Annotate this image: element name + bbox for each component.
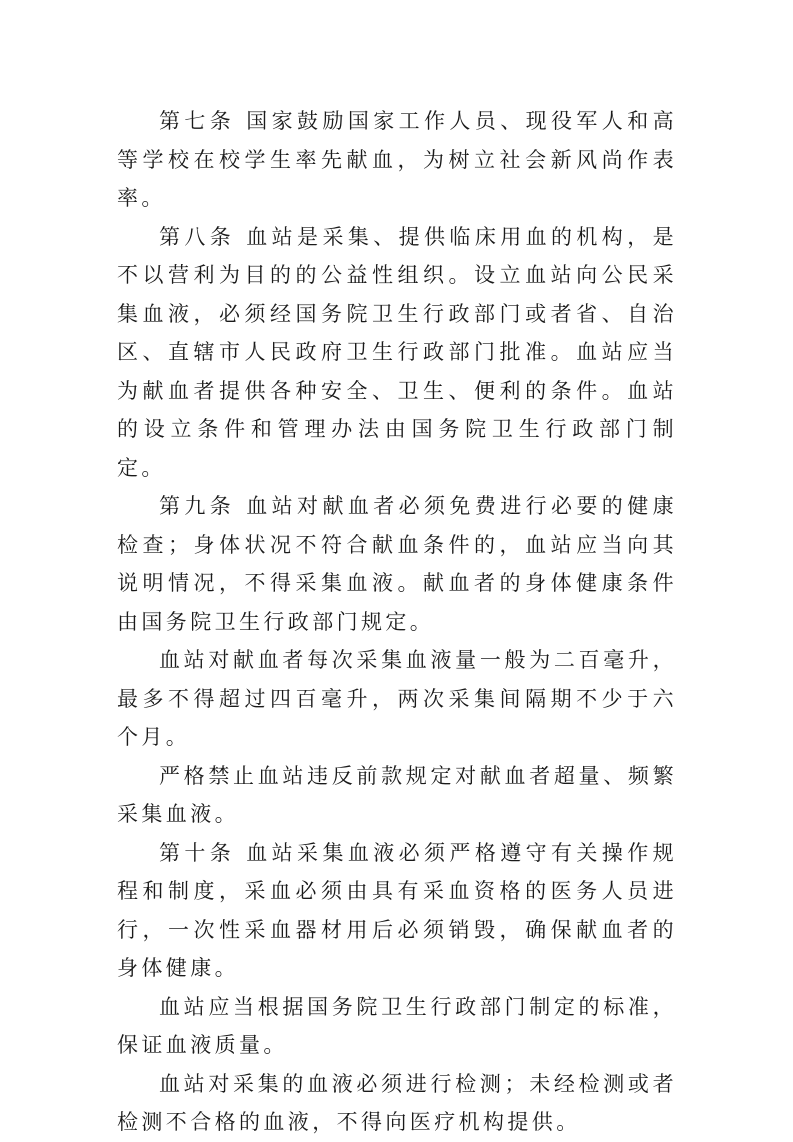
paragraph-article-10-quality: 血站应当根据国务院卫生行政部门制定的标准，保证血液质量。	[117, 994, 677, 1057]
paragraph-article-9-prohibition: 严格禁止血站违反前款规定对献血者超量、频繁采集血液。	[117, 763, 677, 826]
paragraph-article-9-volume: 血站对献血者每次采集血液量一般为二百毫升，最多不得超过四百毫升，两次采集间隔期不少于六个月。	[117, 648, 677, 749]
document-body	[117, 102, 677, 1142]
paragraph-article-9: 第九条 血站对献血者必须免费进行必要的健康检查；身体状况不符合献血条件的，血站应当向其说明情况，不得采集血液。献血者的身体健康条件由国务院卫生行政部门规定。	[117, 494, 677, 634]
paragraph-article-10: 第十条 血站采集血液必须严格遵守有关操作规程和制度，采血必须由具有采血资格的医务人员进行，一次性采血器材用后必须销毁，确保献血者的身体健康。	[117, 840, 677, 980]
paragraph-article-10-testing: 血站对采集的血液必须进行检测；未经检测或者检测不合格的血液，不得向医疗机构提供。	[117, 1071, 677, 1134]
paragraph-article-7: 第七条 国家鼓励国家工作人员、现役军人和高等学校在校学生率先献血，为树立社会新风尚作表率。	[117, 109, 677, 210]
paragraph-article-8: 第八条 血站是采集、提供临床用血的机构，是不以营利为目的的公益性组织。设立血站向公民采集血液，必须经国务院卫生行政部门或者省、自治区、直辖市人民政府卫生行政部门批准。血站应当为献血者提供各种安全、卫生、便利的条件。血站的设立条件和管理办法由国务院卫生行政部门制定。	[117, 224, 677, 480]
